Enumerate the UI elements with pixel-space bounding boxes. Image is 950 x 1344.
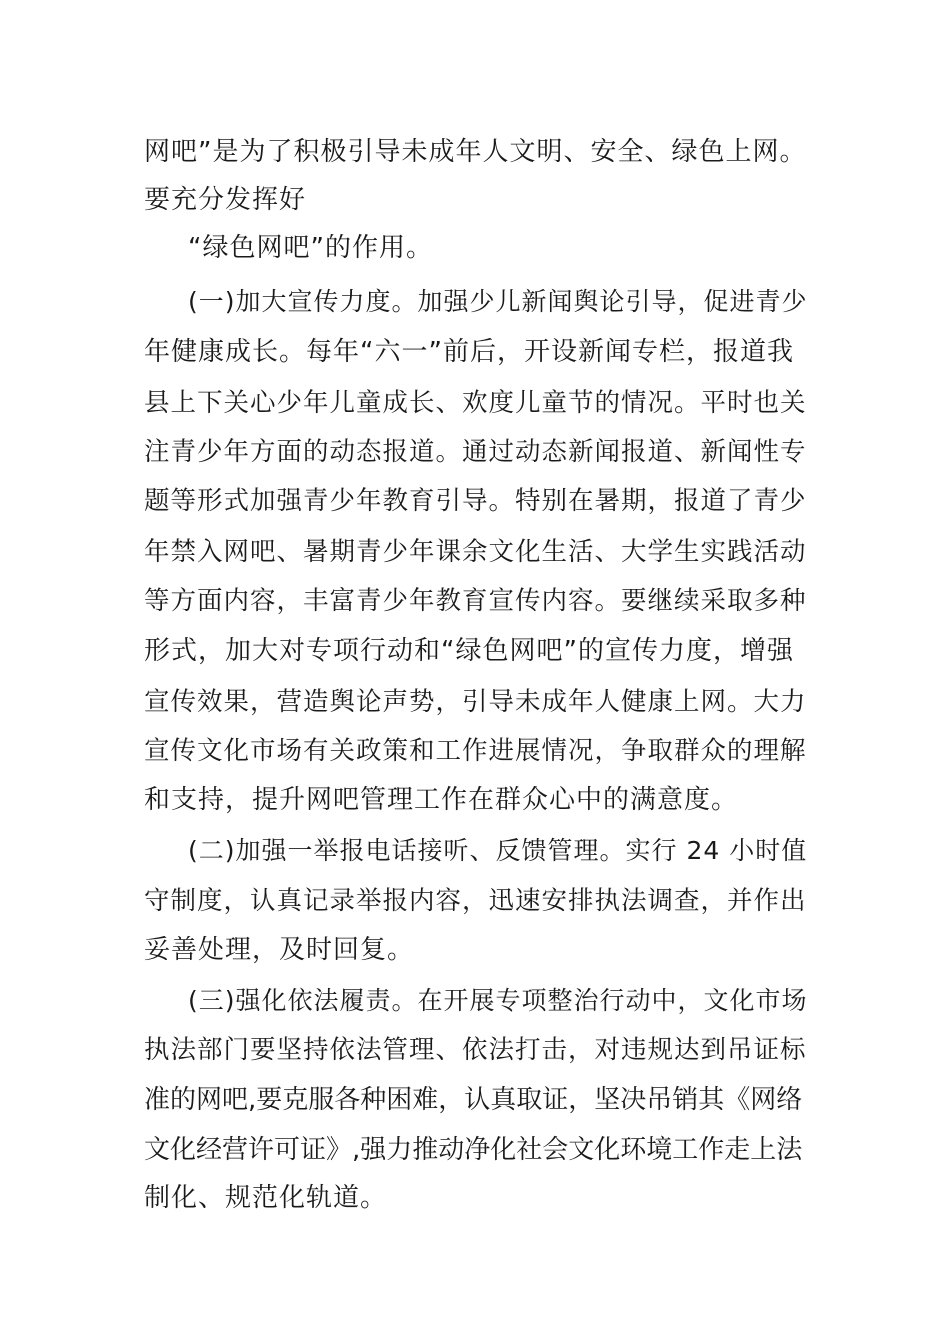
text-line: 题等形式加强青少年教育引导。特别在暑期，报道了青少	[144, 486, 807, 516]
text-line: 妥善处理，及时回复。	[144, 935, 415, 965]
document-page	[144, 0, 808, 1344]
text-line: 年健康成长。每年“六一”前后，开设新闻专栏，报道我	[144, 337, 794, 367]
text-line: 注青少年方面的动态报道。通过动态新闻报道、新闻性专	[144, 437, 807, 467]
paragraph-start: (一)加大宣传力度。加强少儿新闻舆论引导，促进青少	[188, 287, 808, 316]
text-line: 和支持，提升网吧管理工作在群众心中的满意度。	[144, 785, 739, 815]
text-line: 制化、规范化轨道。	[144, 1183, 388, 1213]
text-line: 网吧”是为了积极引导未成年人文明、安全、绿色上网。	[144, 137, 807, 167]
text-line: 年禁入网吧、暑期青少年课余文化生活、大学生实践活动	[144, 537, 807, 567]
paragraph-start: (三)强化依法履责。在开展专项整治行动中，文化市场	[188, 986, 808, 1015]
text-line: 守制度，认真记录举报内容，迅速安排执法调查，并作出	[144, 886, 807, 916]
text-line: 准的网吧,要克服各种困难，认真取证，坚决吊销其《网络	[144, 1085, 803, 1115]
paragraph-start: (二)加强一举报电话接听、反馈管理。实行 24 小时值	[188, 836, 808, 865]
text-line: 执法部门要坚持依法管理、依法打击，对违规达到吊证标	[144, 1035, 807, 1065]
text-line: 形式，加大对专项行动和“绿色网吧”的宣传力度，增强	[144, 636, 794, 666]
text-line: 宣传文化市场有关政策和工作进展情况，争取群众的理解	[144, 736, 807, 766]
paragraph-start: “绿色网吧”的作用。	[188, 233, 433, 263]
text-line: 要充分发挥好	[144, 185, 307, 215]
text-line: 县上下关心少年儿童成长、欢度儿童节的情况。平时也关	[144, 388, 807, 418]
text-line: 等方面内容，丰富青少年教育宣传内容。要继续采取多种	[144, 586, 807, 616]
text-line: 宣传效果，营造舆论声势，引导未成年人健康上网。大力	[144, 687, 807, 717]
text-line: 文化经营许可证》,强力推动净化社会文化环境工作走上法	[144, 1135, 803, 1165]
